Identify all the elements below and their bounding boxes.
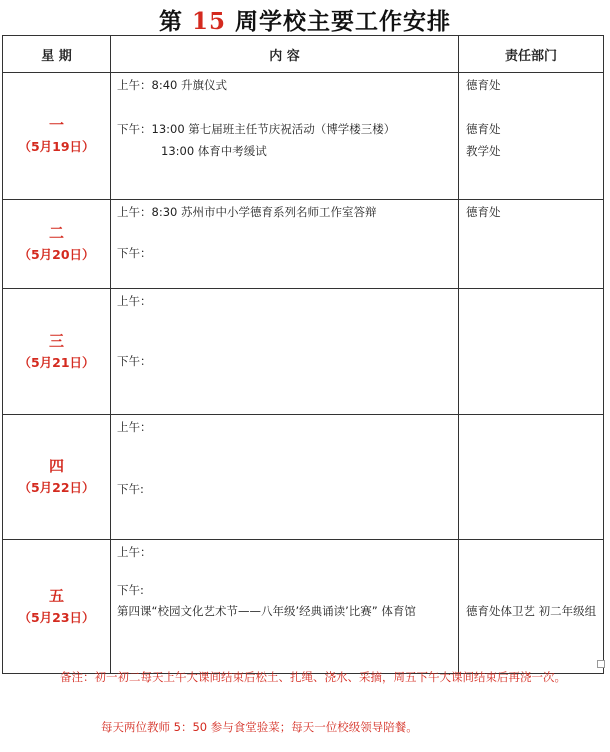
content-line: 下午：13:00 第七届班主任节庆祝活动（博学楼三楼）: [117, 122, 396, 136]
dept-cell: [459, 415, 604, 540]
day-date: （5月20日）: [18, 247, 95, 262]
content-line: 下午:: [117, 482, 144, 496]
dept-line: 德育处体卫艺 初二年级组: [466, 604, 597, 618]
week-number: 15: [191, 8, 226, 35]
header-content: 内 容: [111, 36, 459, 73]
content-line: 上午：: [117, 545, 152, 559]
day-name: 一: [48, 116, 64, 134]
dept-cell: [459, 200, 604, 289]
dept-line: 教学处: [466, 144, 501, 158]
note-text: 备注：初一初二每天上午大课间结束后松土、扎绳、浇水、采摘，周五下午大课间结束后再浇一次。: [60, 670, 566, 684]
content-line: 上午：: [117, 420, 152, 434]
table-row: [3, 415, 604, 540]
table-row: [3, 289, 604, 415]
table-row: [3, 200, 604, 289]
content-cell: [111, 415, 459, 540]
day-name: 五: [48, 586, 64, 605]
content-line: 13:00 体育中考缓试: [161, 144, 267, 158]
content-cell: [111, 73, 459, 200]
dept-line: 德育处: [466, 78, 501, 92]
dept-line: 德育处: [466, 205, 501, 219]
day-cell-tuesday: [3, 200, 111, 289]
content-line: 上午：8:40 升旗仪式: [117, 78, 227, 92]
dept-cell: [459, 289, 604, 415]
dept-cell: [459, 540, 604, 674]
content-line: 下午：: [117, 246, 152, 260]
table-header-row: [3, 36, 604, 73]
note-text: 每天两位教师 5：50 参与食堂验菜；每天一位校级领导陪餐。: [101, 720, 418, 734]
day-date: （5月19日）: [18, 139, 95, 154]
dept-line: 德育处: [466, 122, 501, 136]
day-cell-monday: [3, 73, 111, 200]
day-date: （5月22日）: [18, 480, 95, 495]
content-line: 下午：: [117, 354, 152, 368]
day-name: 二: [48, 224, 64, 242]
page-title: 第 15 周学校主要工作安排: [158, 8, 452, 35]
content-line: 下午:: [117, 583, 144, 597]
header-day: 星 期: [3, 36, 111, 73]
content-line: 第四课“校园文化艺术节——八年级’经典诵读’比赛” 体育馆: [117, 604, 416, 618]
content-cell: [111, 289, 459, 415]
day-date: （5月23日）: [18, 609, 95, 625]
content-cell: [111, 200, 459, 289]
day-name: 四: [48, 457, 64, 475]
content-line: 上午：8:30 苏州市中小学德育系列名师工作室答辩: [117, 205, 377, 219]
content-line: 上午：: [117, 294, 152, 308]
table-row: [3, 540, 604, 674]
table-row: [3, 73, 604, 200]
day-date: （5月21日）: [18, 354, 95, 370]
day-cell-wednesday: [3, 289, 111, 415]
day-cell-friday: [3, 540, 111, 674]
day-cell-thursday: [3, 415, 111, 540]
header-dept: 责任部门: [459, 36, 604, 73]
dept-cell: [459, 73, 604, 200]
content-cell: [111, 540, 459, 674]
schedule-table: [2, 35, 604, 674]
day-name: 三: [48, 331, 64, 350]
